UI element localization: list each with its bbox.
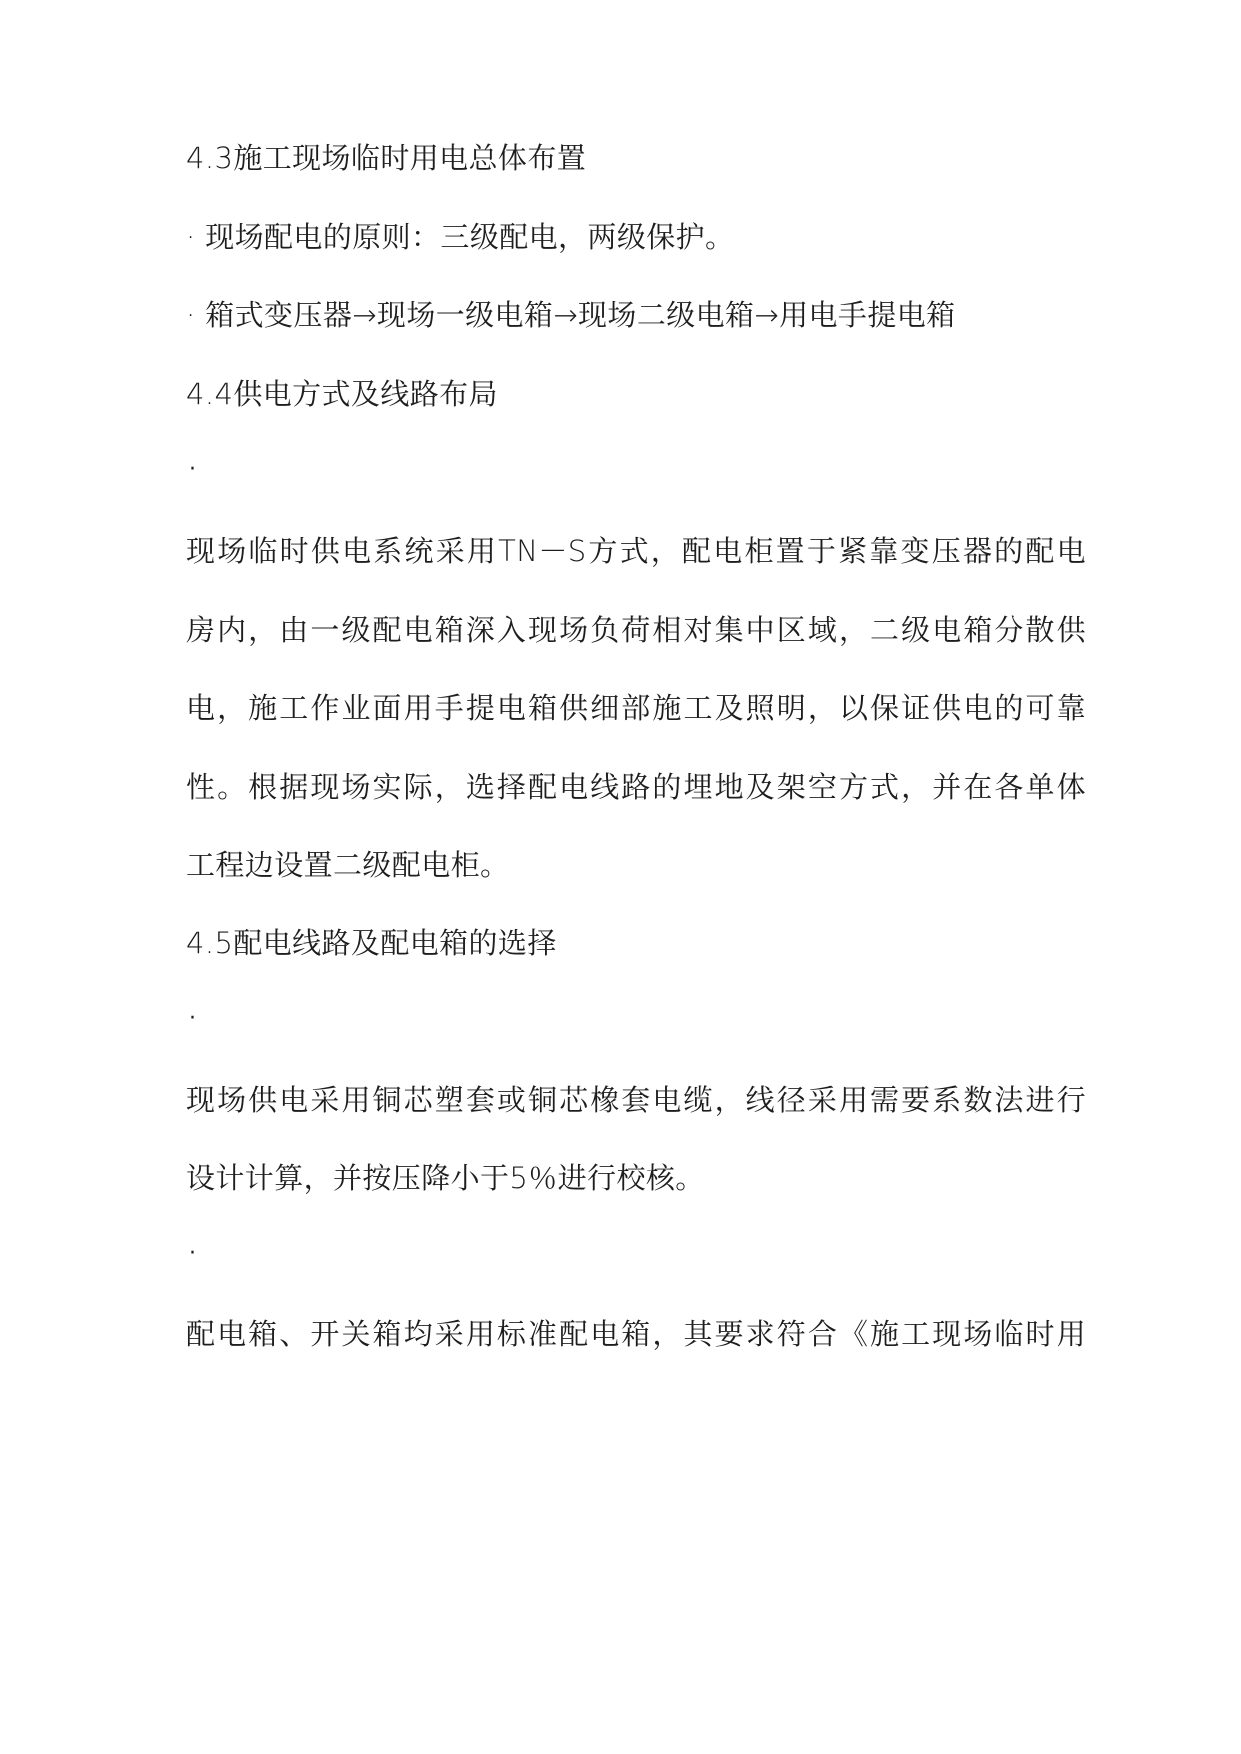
bullet-dot: · bbox=[189, 1241, 196, 1266]
bullet-distribution-chain: · 箱式变压器→现场一级电箱→现场二级电箱→用电手提电箱 bbox=[186, 298, 956, 332]
paragraph-line: 现场供电采用铜芯塑套或铜芯橡套电缆，线径采用需要系数法进行 bbox=[186, 1083, 1086, 1117]
heading-4-3: 4.3施工现场临时用电总体布置 bbox=[186, 141, 587, 175]
paragraph-line: 设计计算，并按压降小于5％进行校核。 bbox=[186, 1161, 705, 1195]
bullet-dot: · bbox=[189, 1006, 196, 1031]
heading-4-5: 4.5配电线路及配电箱的选择 bbox=[186, 926, 557, 960]
paragraph-line: 配电箱、开关箱均采用标准配电箱，其要求符合《施工现场临时用 bbox=[186, 1317, 1086, 1351]
paragraph-line: 现场临时供电系统采用TN－S方式，配电柜置于紧靠变压器的配电 bbox=[186, 534, 1086, 568]
paragraph-line: 性。根据现场实际，选择配电线路的埋地及架空方式，并在各单体 bbox=[186, 770, 1086, 804]
paragraph-line: 电，施工作业面用手提电箱供细部施工及照明，以保证供电的可靠 bbox=[186, 691, 1086, 725]
paragraph-line: 房内，由一级配电箱深入现场负荷相对集中区域，二级电箱分散供 bbox=[186, 613, 1086, 647]
heading-4-4: 4.4供电方式及线路布局 bbox=[186, 377, 498, 411]
bullet-distribution-principle: · 现场配电的原则：三级配电，两级保护。 bbox=[186, 220, 735, 254]
bullet-dot: · bbox=[189, 457, 196, 482]
paragraph-line: 工程边设置二级配电柜。 bbox=[186, 848, 510, 882]
